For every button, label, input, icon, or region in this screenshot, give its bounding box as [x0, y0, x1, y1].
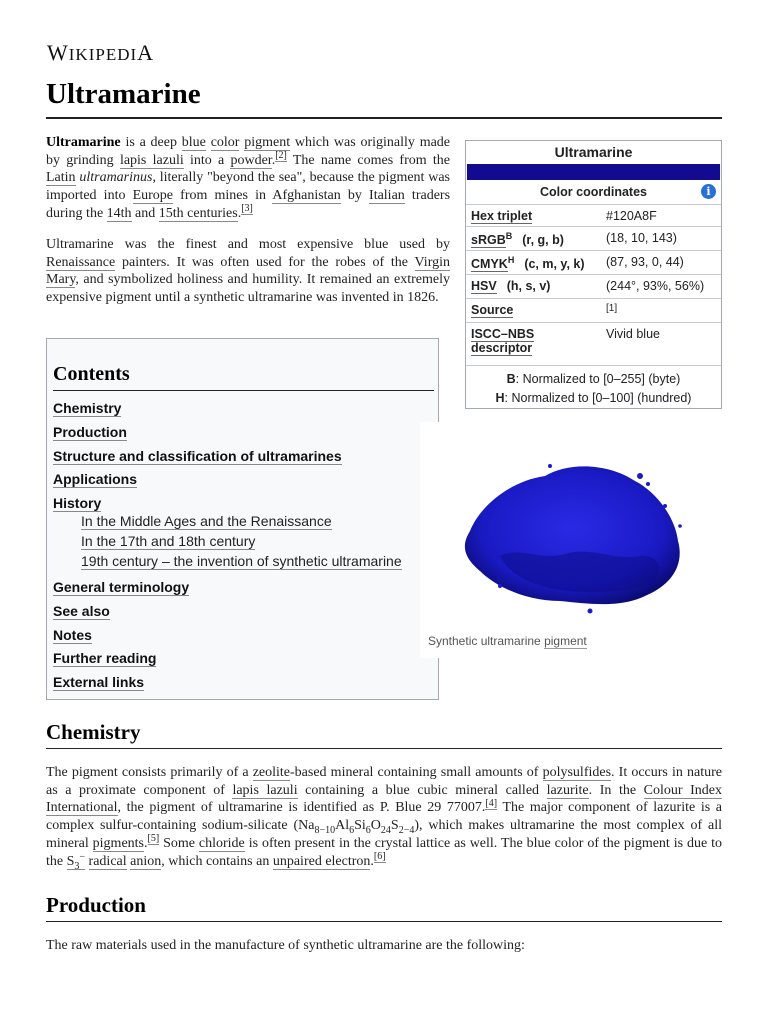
text: into a [183, 152, 231, 168]
text: by [340, 188, 370, 204]
toc-item-production[interactable]: Production [53, 424, 127, 440]
infobox-value: Vivid blue [606, 327, 660, 341]
text: , and symbolized holiness and humility. It remained an extremely expensive pigment until a synthetic ultramarine was invented in 1826. [46, 272, 450, 306]
infobox-row [466, 323, 721, 366]
infobox [465, 140, 722, 409]
infobox-key-label[interactable]: sRGB [471, 233, 506, 248]
infobox-key-spec: (r, g, b) [522, 233, 564, 248]
note-text: : Normalized to [0–255] (byte) [515, 372, 681, 386]
link-s3[interactable] [66, 850, 86, 872]
lead-term: Ultramarine [46, 135, 121, 150]
infobox-notes [466, 366, 721, 408]
infobox-key [466, 205, 601, 226]
link-lapis-lazuli[interactable]: lapis lazuli [119, 152, 184, 168]
section-divider [46, 921, 722, 922]
intro-paragraph-1: Ultramarine is a deep blue color pigment which was originally made by grinding lapis lazuli into a powder.[2] The name comes from the Latin ultramarinus, literally "beyond the sea", because the pigment was imported into Europe from mines in Afghanistan by Italian traders during the 14th and 15th centuries.[3] [46, 135, 451, 221]
toc-item-chemistry[interactable]: Chemistry [53, 400, 122, 416]
formula-el: S [66, 853, 75, 869]
infobox-row [466, 251, 721, 275]
formula-sub: 6 [365, 824, 371, 836]
link-polysulfides[interactable]: polysulfides [542, 765, 612, 780]
text: is a deep [120, 135, 182, 150]
infobox-row [466, 205, 721, 227]
infobox-key-label[interactable]: ISCC–NBS descriptor [471, 327, 535, 355]
text: is often present in the crystal lattice as well. The blue color of the pigment is due to the [46, 835, 722, 869]
link-pigment[interactable]: pigment [244, 135, 291, 150]
link-zeolite[interactable]: zeolite [252, 765, 291, 780]
text: Ultramarine was the finest and most expensive blue used by [46, 237, 450, 252]
link-virgin-mary[interactable]: Virgin Mary [46, 254, 450, 288]
text: . It occurs in nature as a proximate component of [46, 765, 722, 798]
link-15th-centuries[interactable]: 15th centuries [158, 205, 238, 221]
infobox-row [466, 227, 721, 251]
formula-sub: 2−4 [398, 824, 415, 836]
table-of-contents [46, 338, 439, 700]
link-colour-index[interactable]: Colour Index International [46, 782, 722, 816]
formula-el: Si [354, 818, 366, 834]
toc-subitem-19th-century[interactable]: 19th century – the invention of synthetic ultramarine [81, 553, 402, 569]
figure-caption [428, 634, 587, 648]
infobox-key [466, 299, 601, 322]
text: from mines in [173, 188, 273, 204]
infobox-rows [466, 205, 721, 366]
logo-end: A [137, 40, 155, 65]
infobox-key [466, 251, 601, 274]
text: ), which makes ultramarine the most complex of all mineral [46, 818, 723, 851]
link-anion[interactable]: anion [130, 853, 162, 869]
toc-item-structure[interactable]: Structure and classification of ultramarines [53, 448, 342, 464]
link-14th[interactable]: 14th [106, 205, 132, 221]
info-icon[interactable]: i [701, 184, 716, 199]
infobox-value: (18, 10, 143) [606, 231, 677, 245]
toc-item-general-terminology[interactable]: General terminology [53, 579, 190, 595]
text: , the pigment of ultramarine is identified as P. Blue 29 77007. [117, 800, 486, 816]
note-text: : Normalized to [0–100] (hundred) [504, 391, 692, 405]
infobox-key-label[interactable]: Source [471, 303, 514, 317]
section-title: Color coordinates [540, 185, 647, 199]
link-color[interactable]: color [210, 135, 240, 150]
infobox-row [466, 299, 721, 323]
link-renaissance[interactable]: Renaissance [46, 254, 116, 270]
infobox-value: [1] [606, 303, 618, 314]
toc-item-further-reading[interactable]: Further reading [53, 650, 157, 666]
link-lazurite[interactable]: lazurite [546, 782, 589, 798]
text: The name comes from the [286, 152, 450, 168]
infobox-key-label[interactable]: CMYK [471, 257, 508, 272]
latin-term: ultramarinus [79, 170, 153, 186]
infobox-key [466, 323, 601, 365]
text: , literally "beyond the sea", because the pigment was imported into [46, 170, 450, 204]
link-blue[interactable]: blue [181, 135, 206, 150]
ref-4[interactable]: [4] [485, 797, 498, 809]
formula-sub: 3 [74, 860, 80, 872]
infobox-key [466, 227, 601, 250]
formula-sub: 6 [349, 824, 355, 836]
section-divider [46, 748, 722, 749]
section-heading-chemistry: Chemistry [46, 720, 141, 744]
ref-3[interactable]: [3] [241, 203, 253, 215]
text: painters. It was often used for the robes of the [115, 254, 415, 270]
toc-item-history[interactable]: History [53, 495, 102, 511]
link-italian[interactable]: Italian [369, 188, 405, 204]
note-key: B [506, 372, 516, 386]
text: and [131, 205, 159, 221]
infobox-key-spec: (h, s, v) [506, 279, 551, 293]
link-pigments[interactable]: pigments [92, 835, 145, 851]
formula-sub: 24 [380, 824, 391, 836]
text: which was originally made by grinding [46, 135, 451, 168]
pigment-figure[interactable] [420, 422, 720, 658]
formula-el: O [370, 818, 381, 834]
note-key: H [495, 391, 505, 405]
text: , which contains an [161, 853, 273, 869]
toc-item-applications[interactable]: Applications [53, 471, 138, 487]
caption-link-pigment[interactable]: pigment [544, 634, 587, 648]
toc-divider [53, 390, 434, 391]
link-unpaired-electron[interactable]: unpaired electron [272, 853, 371, 869]
infobox-value: (87, 93, 0, 44) [606, 255, 684, 269]
pigment-image [440, 436, 700, 636]
formula-charge: − [79, 850, 86, 862]
text: The pigment consists primarily of a [46, 765, 253, 780]
link-radical[interactable]: radical [88, 853, 127, 869]
text: traders during the [46, 188, 451, 221]
wikipedia-logo[interactable] [47, 40, 154, 66]
title-divider [46, 117, 722, 119]
infobox-key-label[interactable]: HSV [471, 279, 497, 293]
infobox-title: Ultramarine [466, 141, 721, 164]
formula-el: Al [335, 818, 350, 834]
toc-subitem-middle-ages[interactable]: In the Middle Ages and the Renaissance [81, 513, 332, 529]
link-powder[interactable]: powder [230, 152, 272, 168]
text: . In the [588, 782, 644, 798]
infobox-section-header [466, 180, 721, 205]
ref-5[interactable]: [5] [147, 833, 160, 845]
chemistry-paragraph: The pigment consists primarily of a zeolite-based mineral containing small amounts of polysulfides. It occurs in nature as a proximate component of lapis lazuli containing a blue cubic mineral called lazurite. In the Colour Index International, the pigment of ultramarine is identified as P. Blue 29 77007.[4] The major component of lazurite is a complex sulfur-containing sodium-silicate $(Na_{8-10}Al_6Si_6O_{24}S_{2-4})$, which makes ultramarine the most complex of all mineral pigments.[5] Some chloride is often present in the crystal lattice as well. The blue color of the pigment is due to the $S_3^-$ radical anion, which contains an unpaired electron.[6] [46, 765, 723, 872]
link-latin[interactable]: Latin [46, 170, 76, 186]
text: Some [159, 835, 199, 851]
logo-initial: W [47, 40, 69, 65]
toc-item-notes[interactable]: Notes [53, 627, 92, 643]
note-byte [466, 370, 721, 389]
text: The major component of lazurite is a complex sulfur-containing sodium-silicate (Na [46, 800, 723, 834]
logo-middle: IKIPEDI [68, 45, 138, 64]
infobox-value: (244°, 93%, 56%) [606, 279, 705, 293]
page-title: Ultramarine [46, 78, 201, 110]
infobox-key-label[interactable]: Hex triplet [471, 209, 533, 223]
caption-text: Synthetic ultramarine [428, 634, 545, 648]
toc-subitem-17th-18th[interactable]: In the 17th and 18th century [81, 533, 256, 549]
text: containing a blue cubic mineral called [297, 782, 547, 798]
infobox-row [466, 275, 721, 299]
production-paragraph: The raw materials used in the manufacture of synthetic ultramarine are the following: [46, 938, 525, 953]
text: -based mineral containing small amounts of [290, 765, 543, 780]
toc-item-external-links[interactable]: External links [53, 674, 145, 690]
link-lapis-lazuli[interactable]: lapis lazuli [232, 782, 298, 798]
ref-2[interactable]: [2] [275, 150, 287, 162]
infobox-key-spec: (c, m, y, k) [524, 257, 585, 272]
section-heading-production: Production [46, 893, 146, 917]
toc-item-see-also[interactable]: See also [53, 603, 110, 619]
intro-paragraph-2 [46, 236, 450, 307]
note-hundred [466, 389, 721, 408]
formula-sub: 8−10 [314, 824, 336, 836]
infobox-key [466, 275, 601, 298]
link-europe[interactable]: Europe [132, 188, 174, 204]
link-chloride[interactable]: chloride [198, 835, 245, 851]
color-swatch [467, 164, 720, 180]
ref-6[interactable]: [6] [373, 850, 386, 862]
infobox-key-note: B [505, 231, 513, 241]
toc-title: Contents [53, 363, 130, 385]
formula-el: S [390, 818, 399, 834]
infobox-key-note: H [507, 255, 515, 265]
link-afghanistan[interactable]: Afghanistan [272, 188, 341, 204]
infobox-value: #120A8F [606, 209, 657, 223]
